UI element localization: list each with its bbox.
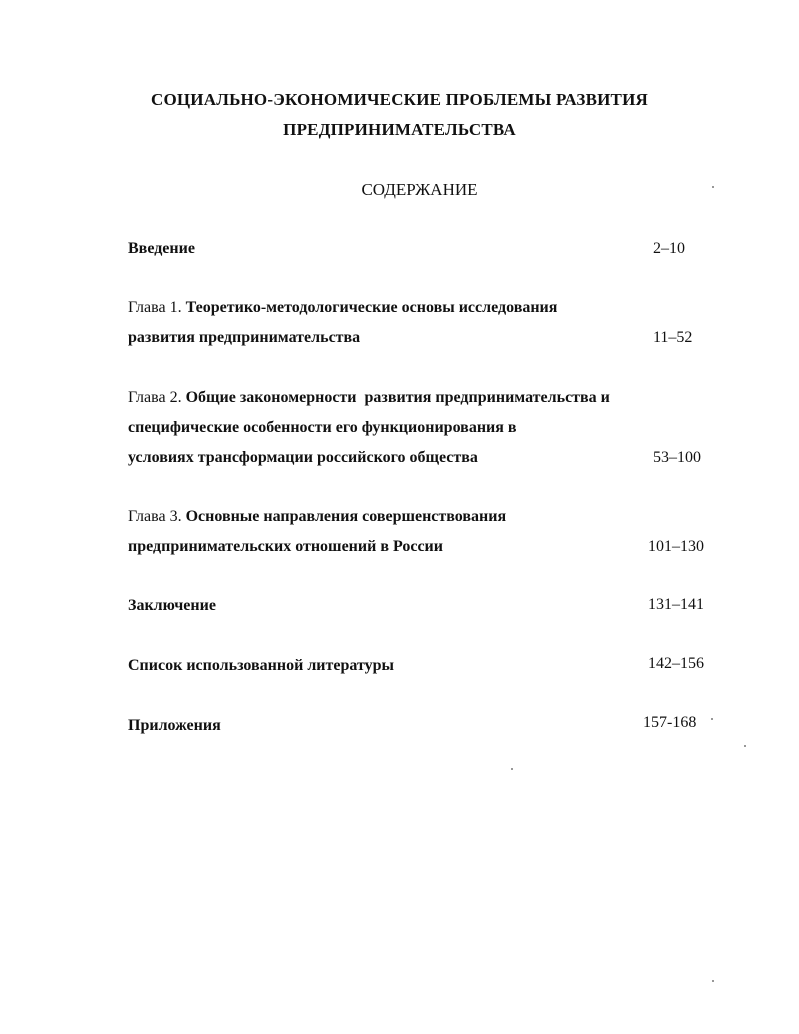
toc-chapter2-line-3: условиях трансформации российского общества — [128, 449, 478, 466]
toc-chapter1-prefix: Глава 1. — [128, 299, 182, 316]
toc-chapter3-title-1: Основные направления совершенствования — [185, 508, 507, 525]
toc-chapter3-prefix: Глава 3. — [128, 508, 182, 525]
toc-chapter3-pages: 101–130 — [648, 538, 704, 555]
toc-appendices-label: Приложения — [128, 717, 221, 734]
toc-chapter2-pages: 53–100 — [653, 449, 701, 466]
toc-chapter2-title-1: Общие закономерности развития предпринимательства и — [185, 389, 610, 406]
toc-references-label: Список использованной литературы — [128, 657, 394, 674]
toc-chapter3-line-2: предпринимательских отношений в России — [128, 538, 443, 555]
scan-speck — [712, 980, 714, 982]
toc-intro-pages: 2–10 — [653, 240, 685, 257]
toc-chapter2-line-2: специфические особенности его функционирования в — [128, 419, 517, 436]
scan-speck — [711, 718, 713, 720]
contents-heading: СОДЕРЖАНИЕ — [361, 180, 478, 199]
toc-conclusion-label: Заключение — [128, 597, 216, 614]
toc-chapter1-title-1: Теоретико-методологические основы исследования — [185, 299, 558, 316]
toc-chapter1-line-2: развития предпринимательства — [128, 329, 361, 346]
toc-references-pages: 142–156 — [648, 655, 704, 672]
toc-conclusion-pages: 131–141 — [648, 596, 704, 613]
scan-speck — [511, 768, 513, 770]
toc-chapter3-line-1 — [128, 508, 506, 526]
document-title-line-1: СОЦИАЛЬНО-ЭКОНОМИЧЕСКИЕ ПРОБЛЕМЫ РАЗВИТИЯ — [150, 90, 649, 109]
toc-chapter2-line-1 — [128, 389, 610, 407]
scan-speck — [744, 745, 746, 747]
toc-intro-label: Введение — [128, 240, 195, 257]
toc-chapter1-pages: 11–52 — [653, 329, 693, 346]
document-title-line-2: ПРЕДПРИНИМАТЕЛЬСТВА — [283, 120, 516, 139]
toc-chapter2-prefix: Глава 2. — [128, 389, 182, 406]
toc-chapter1-line-1 — [128, 299, 557, 317]
toc-appendices-pages: 157-168 — [643, 714, 697, 731]
scan-speck — [712, 186, 714, 188]
